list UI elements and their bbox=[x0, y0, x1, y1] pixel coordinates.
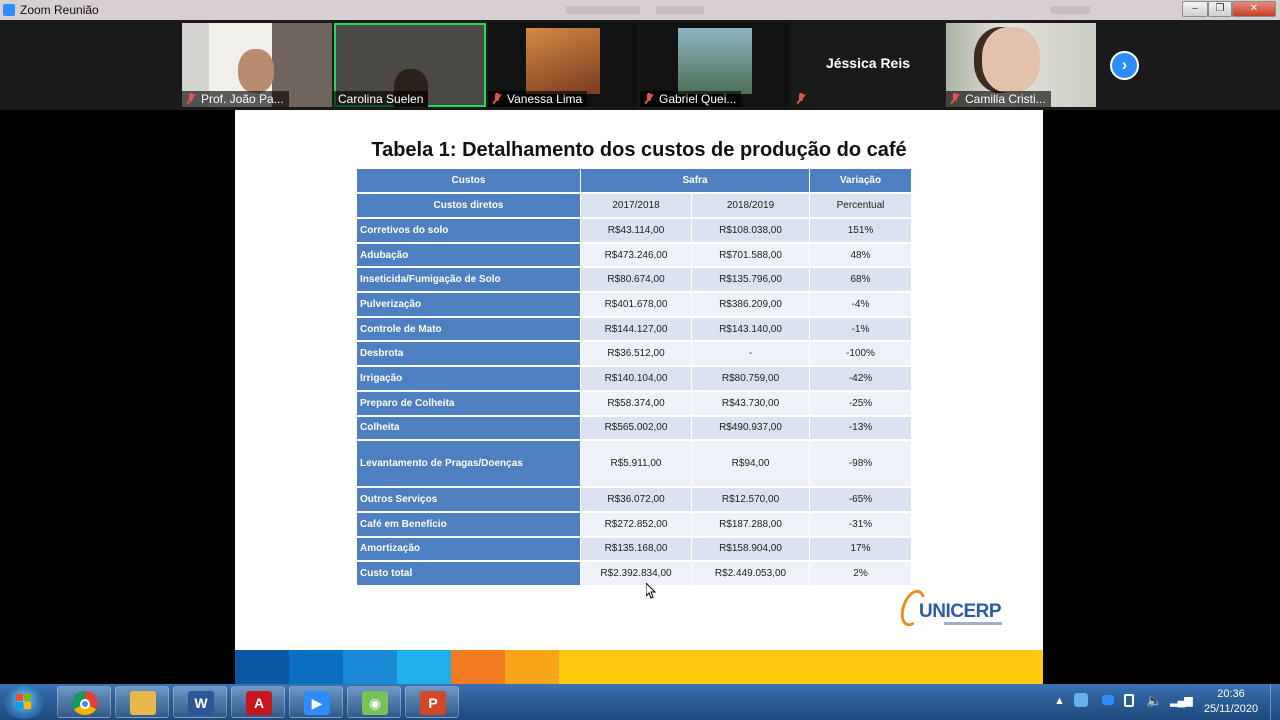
clock-date: 25/11/2020 bbox=[1203, 703, 1259, 715]
title-placeholder bbox=[656, 6, 704, 14]
row-value-2017: R$473.246,00 bbox=[581, 244, 691, 267]
clock-time: 20:36 bbox=[1217, 688, 1245, 700]
participant-strip bbox=[0, 20, 1280, 110]
participant-tile[interactable] bbox=[946, 23, 1096, 107]
slide-title: Tabela 1: Detalhamento dos custos de produção do café bbox=[371, 139, 907, 161]
band-segment bbox=[505, 650, 559, 684]
table-row bbox=[357, 513, 911, 536]
row-variation: 48% bbox=[810, 244, 911, 267]
table-row bbox=[357, 367, 911, 390]
row-value-2017: R$272.852,00 bbox=[581, 513, 691, 536]
row-label: Inseticida/Fumigação de Solo bbox=[357, 268, 580, 291]
header-safra: Safra bbox=[581, 169, 809, 192]
row-variation: -13% bbox=[810, 417, 911, 440]
row-value-2018: - bbox=[692, 342, 809, 365]
row-variation: -65% bbox=[810, 488, 911, 511]
participant-tile-no-video[interactable] bbox=[792, 23, 944, 107]
row-value-2018: R$80.759,00 bbox=[692, 367, 809, 390]
subheader-year-2: 2018/2019 bbox=[692, 194, 809, 217]
row-variation: 17% bbox=[810, 538, 911, 561]
header-variacao: Variação bbox=[810, 169, 911, 192]
band-segment bbox=[559, 650, 1043, 684]
zoom-tray-icon[interactable] bbox=[1102, 695, 1114, 705]
maximize-button[interactable]: ❐ bbox=[1208, 1, 1232, 17]
muted-mic-icon bbox=[492, 93, 502, 105]
row-value-2018: R$43.730,00 bbox=[692, 392, 809, 415]
logo-subtitle-line bbox=[944, 622, 1002, 625]
row-value-2018: R$94,00 bbox=[692, 441, 809, 486]
table-row bbox=[357, 488, 911, 511]
windows-taskbar bbox=[0, 684, 1280, 720]
row-value-2017: R$80.674,00 bbox=[581, 268, 691, 291]
muted-mic-icon bbox=[644, 93, 654, 105]
row-value-2017: R$135.168,00 bbox=[581, 538, 691, 561]
table-row bbox=[357, 244, 911, 267]
row-label: Pulverização bbox=[357, 293, 580, 316]
taskbar-clock[interactable] bbox=[1196, 687, 1266, 717]
system-tray bbox=[1052, 684, 1192, 720]
table-row bbox=[357, 219, 911, 242]
row-value-2017: R$565.002,00 bbox=[581, 417, 691, 440]
row-label: Custo total bbox=[357, 562, 580, 585]
row-value-2018: R$701.588,00 bbox=[692, 244, 809, 267]
row-value-2017: R$144.127,00 bbox=[581, 318, 691, 341]
row-value-2018: R$187.288,00 bbox=[692, 513, 809, 536]
row-label: Colheita bbox=[357, 417, 580, 440]
participant-name: Prof. João Pa... bbox=[182, 91, 289, 107]
row-value-2017: R$43.114,00 bbox=[581, 219, 691, 242]
row-value-2017: R$2.392.834,00 bbox=[581, 562, 691, 585]
row-label: Controle de Mato bbox=[357, 318, 580, 341]
logo-wordmark: UNICERP bbox=[919, 601, 1002, 622]
table-row bbox=[357, 342, 911, 365]
network-settings-icon[interactable] bbox=[1074, 693, 1088, 707]
row-value-2017: R$5.911,00 bbox=[581, 441, 691, 486]
chevron-right-icon[interactable]: › bbox=[1110, 51, 1139, 80]
zoom-app-icon bbox=[3, 4, 15, 16]
explorer-taskbar-button[interactable] bbox=[115, 686, 169, 718]
row-variation: 2% bbox=[810, 562, 911, 585]
participant-video bbox=[678, 28, 752, 94]
android-emulator-icon: ◉ bbox=[362, 691, 388, 715]
table-row bbox=[357, 562, 911, 585]
row-variation: 151% bbox=[810, 219, 911, 242]
row-label: Levantamento de Pragas/Doenças bbox=[357, 441, 580, 486]
participant-face bbox=[238, 49, 274, 93]
row-value-2018: R$135.796,00 bbox=[692, 268, 809, 291]
muted-mic-icon bbox=[950, 93, 960, 105]
table-row bbox=[357, 417, 911, 440]
subheader-year-1: 2017/2018 bbox=[581, 194, 691, 217]
row-value-2018: R$158.904,00 bbox=[692, 538, 809, 561]
participant-tile[interactable] bbox=[182, 23, 332, 107]
header-custos: Custos bbox=[357, 169, 580, 192]
band-segment bbox=[289, 650, 343, 684]
minimize-button[interactable]: – bbox=[1182, 1, 1208, 17]
powerpoint-icon: P bbox=[420, 691, 446, 715]
window-title-bar bbox=[0, 0, 1280, 20]
row-value-2018: R$12.570,00 bbox=[692, 488, 809, 511]
row-variation: -42% bbox=[810, 367, 911, 390]
participant-face bbox=[982, 27, 1040, 93]
band-segment bbox=[343, 650, 397, 684]
title-placeholder bbox=[566, 6, 640, 14]
muted-mic-icon bbox=[186, 93, 196, 105]
word-icon: W bbox=[188, 691, 214, 715]
table-row bbox=[357, 268, 911, 291]
participant-name: Gabriel Quei... bbox=[640, 91, 741, 107]
row-value-2018: R$143.140,00 bbox=[692, 318, 809, 341]
participant-mute-indicator bbox=[792, 91, 816, 107]
row-label: Desbrota bbox=[357, 342, 580, 365]
row-value-2017: R$401.678,00 bbox=[581, 293, 691, 316]
presentation-slide bbox=[235, 110, 1043, 684]
row-label: Preparo de Colheita bbox=[357, 392, 580, 415]
table-row bbox=[357, 318, 911, 341]
window-title: Zoom Reunião bbox=[20, 3, 99, 17]
unicerp-logo bbox=[902, 587, 1012, 635]
word-taskbar-button[interactable] bbox=[173, 686, 227, 718]
row-variation: -25% bbox=[810, 392, 911, 415]
table-subheader-row bbox=[357, 194, 911, 217]
show-hidden-icons-icon[interactable]: ▲ bbox=[1054, 695, 1065, 707]
participant-name-large: Jéssica Reis bbox=[825, 55, 911, 71]
table-row bbox=[357, 293, 911, 316]
row-value-2018: R$2.449.053,00 bbox=[692, 562, 809, 585]
subheader-percentual: Percentual bbox=[810, 194, 911, 217]
row-value-2017: R$58.374,00 bbox=[581, 392, 691, 415]
row-label: Adubação bbox=[357, 244, 580, 267]
row-label: Corretivos do solo bbox=[357, 219, 580, 242]
row-label: Outros Serviços bbox=[357, 488, 580, 511]
row-variation: -100% bbox=[810, 342, 911, 365]
participant-tile[interactable] bbox=[488, 23, 638, 107]
row-value-2018: R$386.209,00 bbox=[692, 293, 809, 316]
table-row bbox=[357, 392, 911, 415]
windows-logo-icon bbox=[16, 694, 32, 710]
table-header-row bbox=[357, 169, 911, 192]
row-label: Irrigação bbox=[357, 367, 580, 390]
participant-name: Carolina Suelen bbox=[334, 91, 428, 107]
battery-icon[interactable] bbox=[1124, 694, 1134, 707]
band-segment bbox=[397, 650, 451, 684]
row-label: Café em Benefício bbox=[357, 513, 580, 536]
acrobat-taskbar-button[interactable] bbox=[231, 686, 285, 718]
row-value-2018: R$108.038,00 bbox=[692, 219, 809, 242]
band-segment bbox=[451, 650, 505, 684]
participant-tile-active[interactable] bbox=[334, 23, 486, 107]
powerpoint-taskbar-button[interactable] bbox=[405, 686, 459, 718]
row-label: Amortização bbox=[357, 538, 580, 561]
row-variation: -4% bbox=[810, 293, 911, 316]
acrobat-icon: A bbox=[246, 691, 272, 715]
row-variation: 68% bbox=[810, 268, 911, 291]
band-segment bbox=[235, 650, 289, 684]
participant-video bbox=[526, 28, 600, 94]
subheader-custos-diretos: Custos diretos bbox=[357, 194, 580, 217]
explorer-icon bbox=[130, 691, 156, 715]
zoom-icon: ▶ bbox=[304, 691, 330, 715]
row-variation: -31% bbox=[810, 513, 911, 536]
table-row bbox=[357, 441, 911, 486]
participant-name: Camilla Cristi... bbox=[946, 91, 1051, 107]
participant-tile[interactable] bbox=[640, 23, 790, 107]
chrome-taskbar-button[interactable] bbox=[57, 686, 111, 718]
table-row bbox=[357, 538, 911, 561]
close-button[interactable]: ✕ bbox=[1232, 1, 1276, 17]
zoom-taskbar-button[interactable] bbox=[289, 686, 343, 718]
title-placeholder bbox=[1050, 6, 1090, 14]
start-button[interactable] bbox=[4, 685, 44, 719]
signal-icon[interactable]: ▂▄▆ bbox=[1170, 695, 1192, 707]
costs-table bbox=[356, 167, 912, 587]
row-value-2017: R$36.512,00 bbox=[581, 342, 691, 365]
row-value-2017: R$140.104,00 bbox=[581, 367, 691, 390]
row-value-2018: R$490.937,00 bbox=[692, 417, 809, 440]
muted-mic-icon bbox=[796, 93, 806, 105]
row-variation: -98% bbox=[810, 441, 911, 486]
chrome-icon bbox=[72, 691, 98, 715]
participant-name: Vanessa Lima bbox=[488, 91, 587, 107]
row-variation: -1% bbox=[810, 318, 911, 341]
row-value-2017: R$36.072,00 bbox=[581, 488, 691, 511]
android-emulator-taskbar-button[interactable] bbox=[347, 686, 401, 718]
volume-icon[interactable]: 🔈 bbox=[1146, 693, 1163, 708]
show-desktop-button[interactable] bbox=[1270, 684, 1280, 720]
